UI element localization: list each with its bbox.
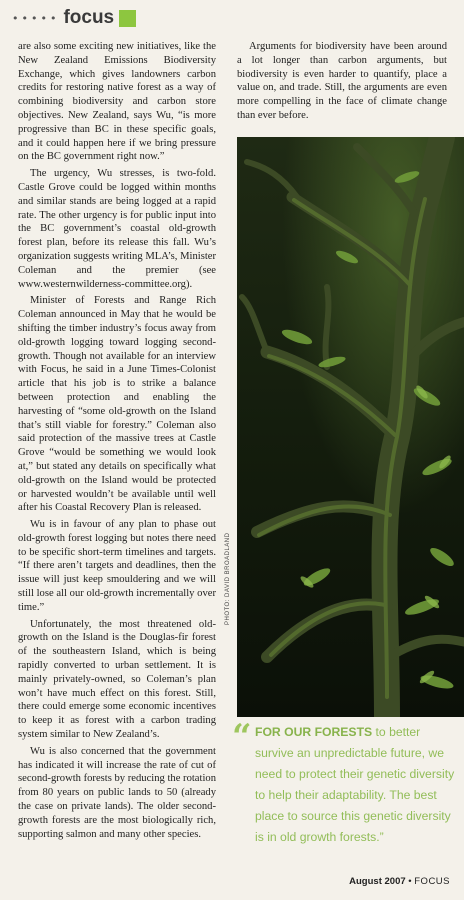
- pull-quote-lead: FOR OUR FORESTS: [255, 725, 373, 739]
- article-paragraph: Unfortunately, the most threatened old-growth on the Island is the Douglas-fir forest of the southeastern Island, which is being rapidly converted to urban settlement. It is mainly privately-owned, so Coleman’s plan won’t have much effect on this forest. Still, there could emerge some economic incentives to keep it as forest with a carbon trading system similar to New Zealand’s.: [18, 618, 216, 741]
- article-paragraph: Wu is also concerned that the government has indicated it will increase the rate of cut of second-growth forests by reducing the rotation from 80 years on public lands to 50 (already the case on private lands). The older second-growth forests are the most biologically rich, supporting salmon and many other species.: [18, 745, 216, 840]
- article-paragraph: The urgency, Wu stresses, is two-fold. Castle Grove could be logged within months and similar stands are being logged at a rapid rate. The other urgency is for public input into the BC government’s coastal old-growth forest plan, before its release this fall. Wu’s organization suggests writing MLA’s, Minister Coleman and the premier (see www.westernwilderness-committee.org).: [18, 168, 216, 290]
- article-left-column: [18, 40, 216, 844]
- green-square-icon: [119, 10, 136, 27]
- pull-quote-body: to better survive an unpredictable future, we need to protect their genetic diversity to help their adaptability. The best place to source this genetic diversity is in old growth forests.”: [255, 725, 455, 844]
- masthead: [12, 6, 136, 30]
- article-paragraph: Minister of Forests and Range Rich Coleman announced in May that he would be shifting the timber industry’s focus away from old-growth logging toward logging second-growth. Though not available for an interview with Focus, he said in a June Times-Colonist article that his job is to strike a balance between protection and enabling the harvesting of “some old-growth on the Island that’s still viable for forestry.” Coleman also said protection of the massive trees at Castle Grove “would be something we would look at,” but stated any details on specifically what old-growth on the Island would be protected or harvested wouldn’t be available until well after his Coastal Recovery Plan is released.: [18, 295, 216, 514]
- article-paragraph: Wu is in favour of any plan to phase out old-growth forest logging but notes there need to be specific short-term timelines and targets. “If there aren’t targets and deadlines, then the issue will just keep smouldering and we will still lose all our old-growth incrementally over time.”: [18, 519, 216, 613]
- pull-quote-text: [232, 717, 457, 848]
- issue-date: August 2007: [349, 876, 406, 887]
- article-paragraph: Arguments for biodiversity have been around a lot longer than carbon arguments, but biodiversity is even harder to quantify, place a value on, and trade. Still, the arguments are even more compelling in the face of climate change than ever before.: [237, 41, 447, 121]
- article-paragraph: are also some exciting new initiatives, like the New Zealand Emissions Biodiversity Exchange, which gives landowners carbon credits for restoring native forest as a way of combining biodiversity and carbon store objectives. New Zealand, says Wu, “is more progressive than BC in these specific goals, and it could happen here if we bring pressure on the BC government right now.”: [18, 41, 216, 163]
- page-footer: [349, 876, 450, 887]
- magazine-name: FOCUS: [414, 876, 450, 887]
- article-right-column: [237, 40, 447, 123]
- quote-mark-icon: “: [232, 717, 252, 757]
- photo-credit: PHOTO: DAVID BROADLAND: [225, 532, 231, 625]
- footer-separator: •: [405, 876, 415, 887]
- section-dots: •••••: [12, 11, 60, 25]
- section-label: focus: [63, 7, 115, 28]
- forest-photo: [237, 137, 464, 717]
- pull-quote: [232, 717, 457, 848]
- moss-tree-illustration: [237, 137, 464, 717]
